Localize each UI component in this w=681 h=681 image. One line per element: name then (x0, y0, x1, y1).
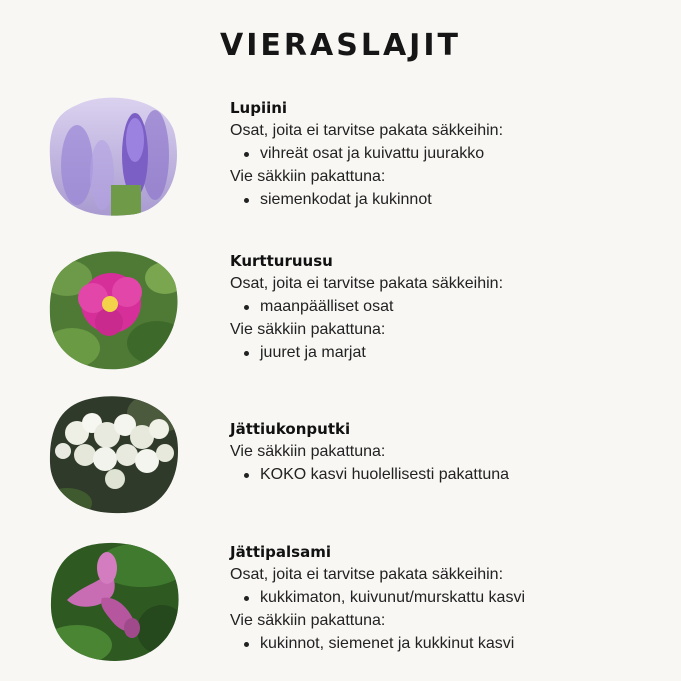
list-item: siemenkodat ja kukinnot (230, 188, 503, 211)
bag-list (230, 188, 503, 211)
page-title: VIERASLAJIT (220, 28, 461, 63)
bag-list (230, 341, 503, 364)
no-bag-heading: Osat, joita ei tarvitse pakata säkkeihin: (230, 122, 504, 139)
species-name: Jättiukonputki (230, 420, 351, 438)
bag-list (230, 632, 525, 655)
species-info (230, 541, 525, 655)
bag-list (230, 463, 509, 486)
list-item: maanpäälliset osat (230, 295, 503, 318)
bag-heading: Vie säkkiin pakattuna: (230, 168, 386, 185)
lupine-photo (47, 95, 180, 217)
no-bag-heading: Osat, joita ei tarvitse pakata säkkeihin: (230, 566, 504, 583)
no-bag-list (230, 586, 525, 609)
giant-hogweed-photo (47, 393, 180, 515)
list-item: KOKO kasvi huolellisesti pakattuna (230, 463, 509, 486)
species-info (230, 97, 503, 211)
species-name: Lupiini (230, 99, 288, 117)
himalayan-balsam-photo (47, 540, 180, 662)
list-item: vihreät osat ja kuivattu juurakko (230, 142, 503, 165)
rugosa-rose-photo (47, 248, 180, 370)
species-info (230, 418, 509, 486)
bag-heading: Vie säkkiin pakattuna: (230, 443, 386, 460)
list-item: juuret ja marjat (230, 341, 503, 364)
bag-heading: Vie säkkiin pakattuna: (230, 612, 386, 629)
no-bag-list (230, 295, 503, 318)
species-info (230, 250, 503, 364)
list-item: kukkimaton, kuivunut/murskattu kasvi (230, 586, 525, 609)
species-name: Kurtturuusu (230, 252, 333, 270)
no-bag-heading: Osat, joita ei tarvitse pakata säkkeihin: (230, 275, 504, 292)
bag-heading: Vie säkkiin pakattuna: (230, 321, 386, 338)
species-name: Jättipalsami (230, 543, 332, 561)
list-item: kukinnot, siemenet ja kukkinut kasvi (230, 632, 525, 655)
no-bag-list (230, 142, 503, 165)
